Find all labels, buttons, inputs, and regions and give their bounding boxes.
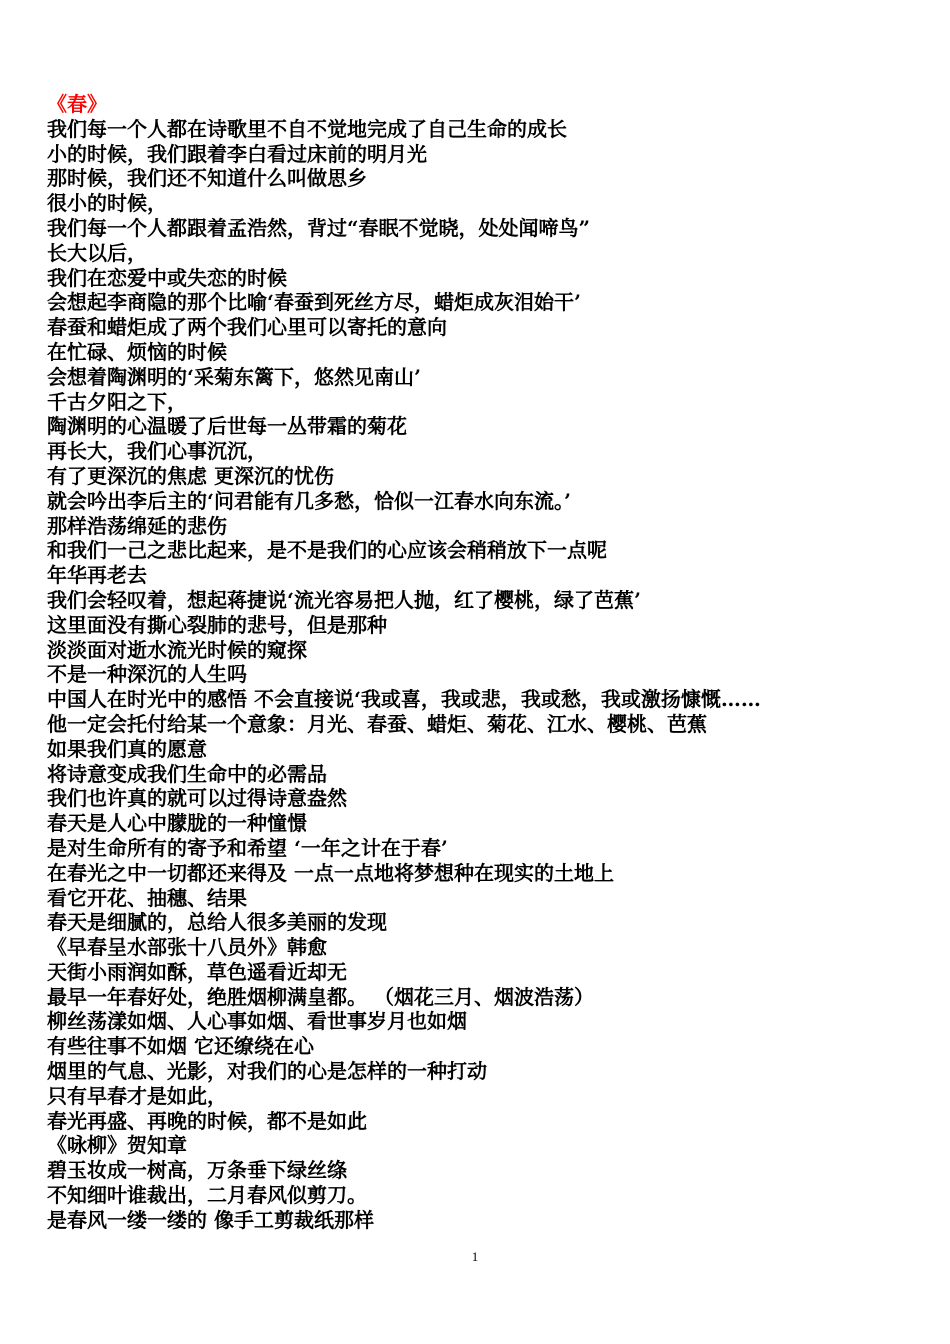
document-body <box>47 92 927 1233</box>
text-line: 将诗意变成我们生命中的必需品 <box>47 761 327 786</box>
text-line: 《早春呈水部张十八员外》韩愈 <box>47 935 327 960</box>
text-line: 那时候，我们还不知道什么叫做思乡 <box>47 166 367 191</box>
text-line: 小的时候，我们跟着李白看过床前的明月光 <box>47 141 427 166</box>
text-line: 长大以后， <box>47 240 147 265</box>
text-line: 我们在恋爱中或失恋的时候 <box>47 265 287 290</box>
text-line: 我们也许真的就可以过得诗意盎然 <box>47 786 347 811</box>
text-line: 只有早春才是如此， <box>47 1083 227 1108</box>
text-line: 春光再盛、再晚的时候，都不是如此 <box>47 1108 367 1133</box>
text-line: 不知细叶谁裁出，二月春风似剪刀。 <box>47 1183 367 1208</box>
text-line: 会想起李商隐的那个比喻‘春蚕到死丝方尽，蜡炬成灰泪始干’ <box>47 290 581 315</box>
text-line: 我们每一个人都在诗歌里不自不觉地完成了自己生命的成长 <box>47 116 567 141</box>
text-line: 他一定会托付给某一个意象：月光、春蚕、蜡炬、菊花、江水、樱桃、芭蕉 <box>47 711 707 736</box>
text-line: 再长大，我们心事沉沉， <box>47 439 267 464</box>
text-line: 春蚕和蜡炬成了两个我们心里可以寄托的意向 <box>47 315 447 340</box>
text-line: 天街小雨润如酥，草色遥看近却无 <box>47 959 347 984</box>
text-line: 千古夕阳之下， <box>47 389 187 414</box>
text-line: 年华再老去 <box>47 563 147 588</box>
text-line: 陶渊明的心温暖了后世每一丛带霜的菊花 <box>47 414 407 439</box>
text-line: 如果我们真的愿意 <box>47 736 207 761</box>
text-line: 那样浩荡绵延的悲伤 <box>47 513 227 538</box>
text-line: 在忙碌、烦恼的时候 <box>47 339 227 364</box>
text-line: 最早一年春好处，绝胜烟柳满皇都。 （烟花三月、烟波浩荡） <box>47 984 594 1009</box>
text-line: 《咏柳》贺知章 <box>47 1133 187 1158</box>
text-line: 春天是人心中朦胧的一种憧憬 <box>47 811 307 836</box>
text-line: 不是一种深沉的人生吗 <box>47 662 247 687</box>
document-lines <box>47 117 927 1233</box>
text-line: 春天是细腻的，总给人很多美丽的发现 <box>47 910 387 935</box>
text-line: 中国人在时光中的感悟 不会直接说‘我或喜，我或悲，我或愁，我或激扬慷慨…… <box>47 687 761 712</box>
text-line: 这里面没有撕心裂肺的悲号，但是那种 <box>47 612 387 637</box>
text-line: 有了更深沉的焦虑 更深沉的忧伤 <box>47 463 334 488</box>
text-line: 我们会轻叹着，想起蒋捷说‘流光容易把人抛，红了樱桃，绿了芭蕉’ <box>47 587 641 612</box>
text-line: 碧玉妆成一树高，万条垂下绿丝绦 <box>47 1158 347 1183</box>
text-line: 烟里的气息、光影，对我们的心是怎样的一种打动 <box>47 1059 487 1084</box>
document-title: 《春》 <box>47 92 107 116</box>
text-line: 会想着陶渊明的‘采菊东篱下，悠然见南山’ <box>47 364 421 389</box>
text-line: 很小的时候， <box>47 191 167 216</box>
text-line: 我们每一个人都跟着孟浩然，背过“春眠不觉晓，处处闻啼鸟” <box>47 215 591 240</box>
page-number: 1 <box>471 1249 479 1264</box>
text-line: 在春光之中一切都还来得及 一点一点地将梦想种在现实的土地上 <box>47 860 614 885</box>
text-line: 看它开花、抽穗、结果 <box>47 885 247 910</box>
text-line: 柳丝荡漾如烟、人心事如烟、看世事岁月也如烟 <box>47 1009 467 1034</box>
text-line: 有些往事不如烟 它还缭绕在心 <box>47 1034 314 1059</box>
text-line: 是对生命所有的寄予和希望 ‘一年之计在于春’ <box>47 835 448 860</box>
text-line: 就会吟出李后主的‘问君能有几多愁，恰似一江春水向东流。’ <box>47 488 571 513</box>
text-line: 淡淡面对逝水流光时候的窥探 <box>47 637 307 662</box>
text-line: 是春风一缕一缕的 像手工剪裁纸那样 <box>47 1207 374 1232</box>
text-line: 和我们一己之悲比起来，是不是我们的心应该会稍稍放下一点呢 <box>47 538 607 563</box>
